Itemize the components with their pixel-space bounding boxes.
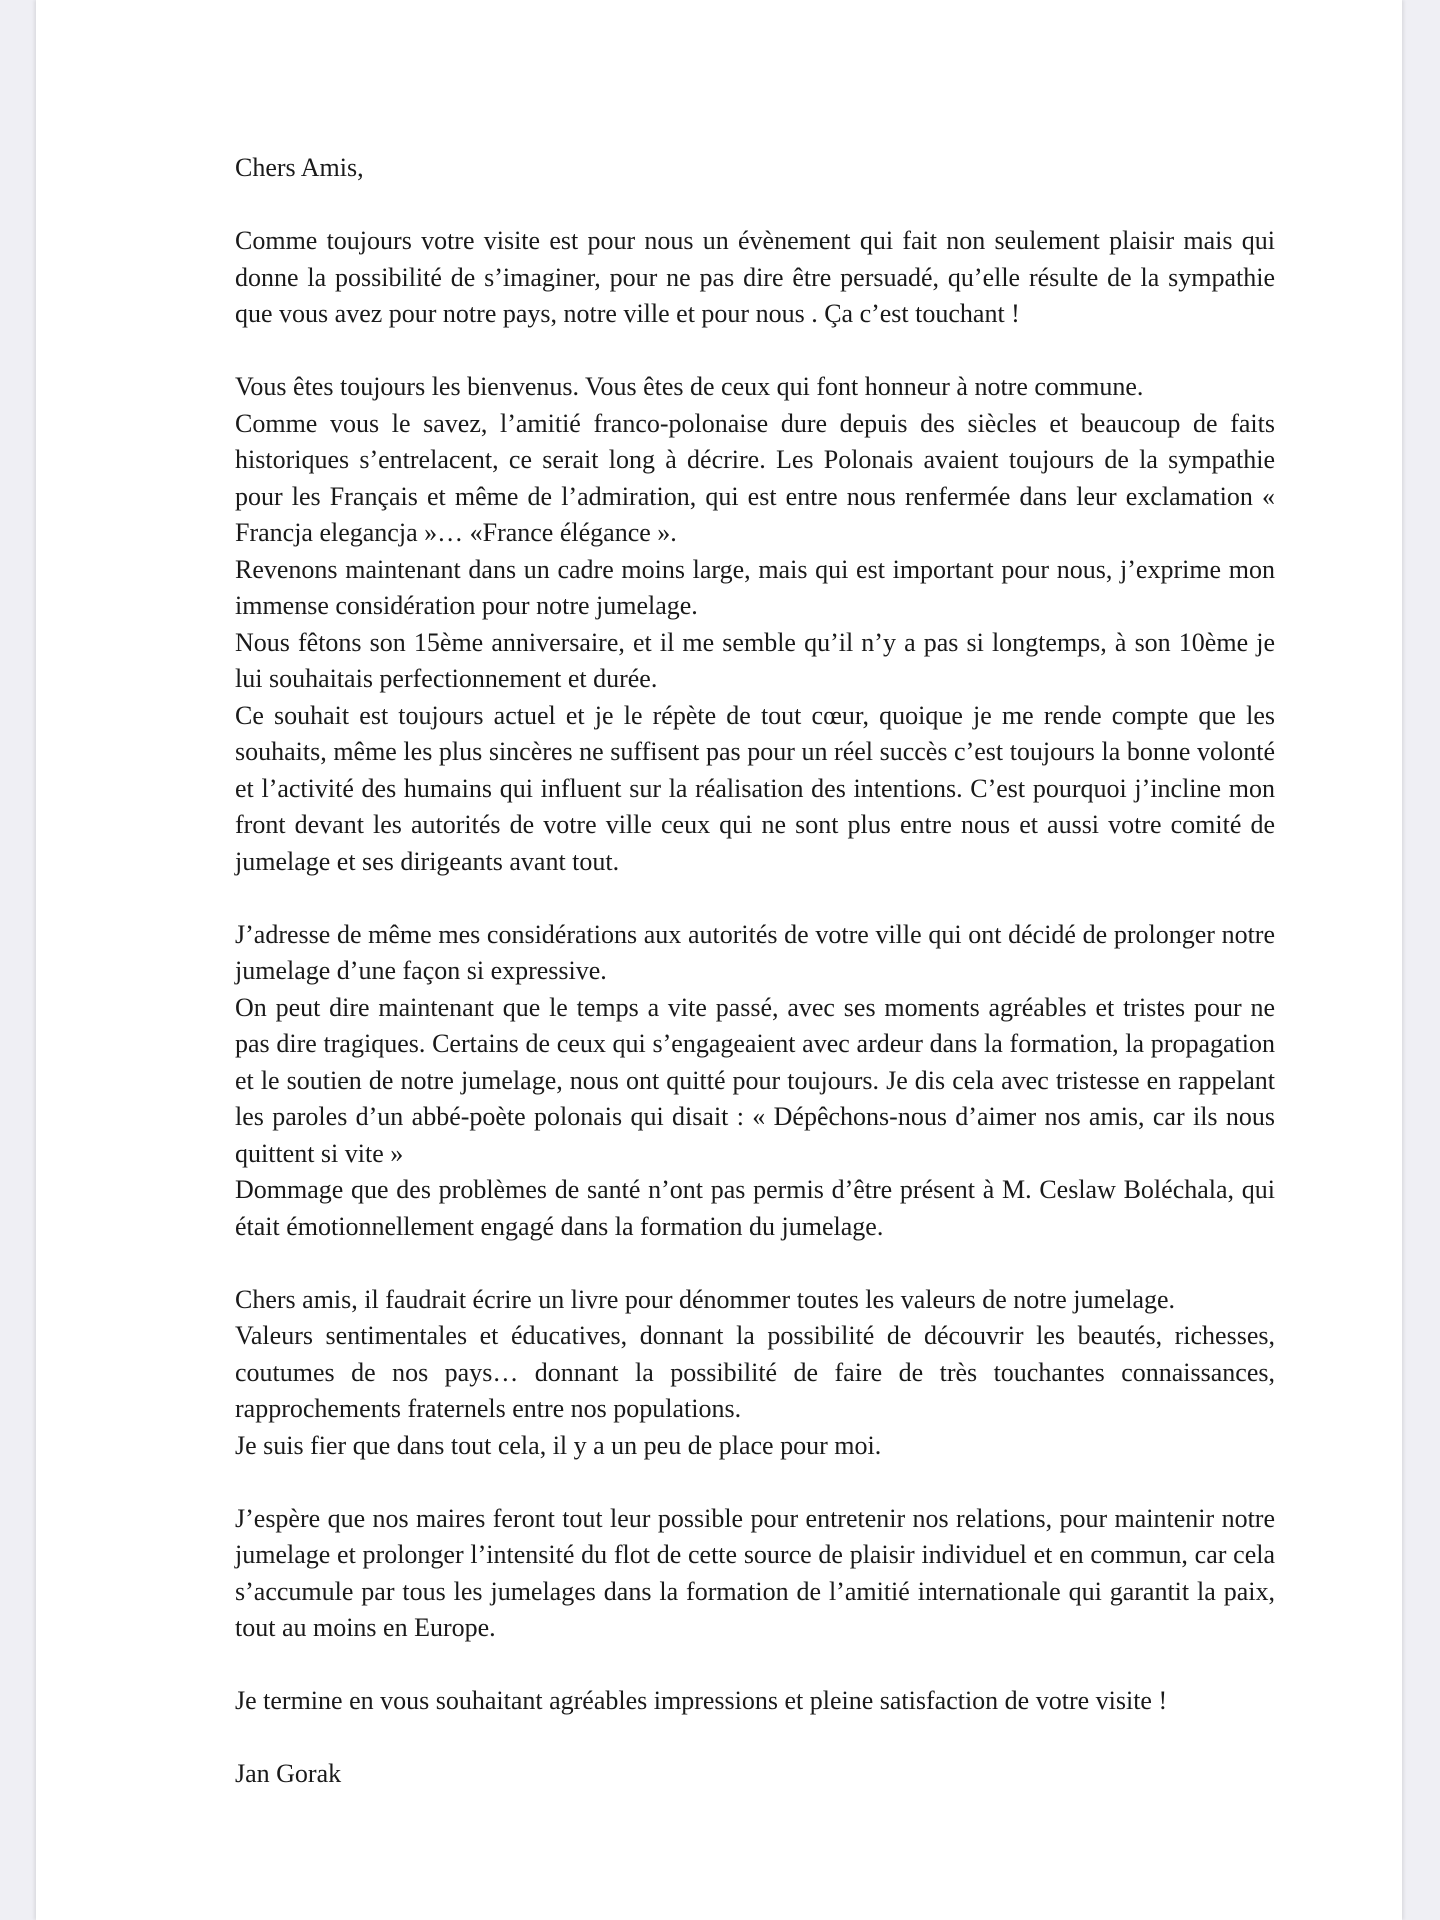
signature: Jan Gorak [235,1759,342,1788]
closing-line: Je termine en vous souhaitant agréables impressions et pleine satisfaction de votre visite ! [235,1686,1168,1715]
letter-body [235,150,1275,1793]
paragraph: Nous fêtons son 15ème anniversaire, et il me semble qu’il n’y a pas si longtemps, à son 10ème je lui souhaitais perfectionnement et durée. [235,627,1275,693]
paragraph: Dommage que des problèmes de santé n’ont pas permis d’être présent à M. Ceslaw Boléchala, qui était émotionnellement engagé dans la formation du jumelage. [235,1175,1275,1241]
paragraph: On peut dire maintenant que le temps a vite passé, avec ses moments agréables et tristes pour ne pas dire tragiques. Certains de ceux qui s’engageaient avec ardeur dans la formation, la propagation et le soutien de notre jumelage, nous ont quitté pour toujours. Je dis cela avec tristesse en rappelant les paroles d’un abbé-poète polonais qui disait : « Dépêchons-nous d’aimer nos amis, car ils nous quittent si vite » [235,992,1275,1168]
paragraph: Ce souhait est toujours actuel et je le répète de tout cœur, quoique je me rende compte que les souhaits, même les plus sincères ne suffisent pas pour un réel succès c’est toujours la bonne volonté et l’activité des humains qui influent sur la réalisation des intentions. C’est pourquoi j’incline mon front devant les autorités de votre ville ceux qui ne sont plus entre nous et aussi votre comité de jumelage et ses dirigeants avant tout. [235,700,1275,876]
paragraph: J’espère que nos maires feront tout leur possible pour entretenir nos relations, pour maintenir notre jumelage et prolonger l’intensité du flot de cette source de plaisir individuel et en commun, car cela s’accumule par tous les jumelages dans la formation de l’amitié internationale qui garantit la paix, tout au moins en Europe. [235,1503,1275,1642]
paragraph: Chers amis, il faudrait écrire un livre pour dénommer toutes les valeurs de notre jumelage. [235,1284,1176,1314]
document-page [36,0,1402,1920]
salutation: Chers Amis, [235,153,364,182]
paragraph: Je suis fier que dans tout cela, il y a un peu de place pour moi. [235,1430,882,1460]
paragraph: Comme toujours votre visite est pour nous un évènement qui fait non seulement plaisir mais qui donne la possibilité de s’imaginer, pour ne pas dire être persuadé, qu’elle résulte de la sympathie que vous avez pour notre pays, notre ville et pour nous . Ça c’est touchant ! [235,226,1275,328]
paragraph: Comme vous le savez, l’amitié franco-polonaise dure depuis des siècles et beaucoup de faits historiques s’entrelacent, ce serait long à décrire. Les Polonais avaient toujours de la sympathie pour les Français et même de l’admiration, qui est entre nous renfermée dans leur exclamation « Francja elegancja »… «France élégance ». [235,408,1275,547]
paragraph: J’adresse de même mes considérations aux autorités de votre ville qui ont décidé de prolonger notre jumelage d’une façon si expressive. [235,919,1275,985]
paragraph: Vous êtes toujours les bienvenus. Vous êtes de ceux qui font honneur à notre commune. [235,372,1144,401]
paragraph: Valeurs sentimentales et éducatives, donnant la possibilité de découvrir les beautés, richesses, coutumes de nos pays… donnant la possibilité de faire de très touchantes connaissances, rapprochements fraternels entre nos populations. [235,1321,1275,1423]
paragraph: Revenons maintenant dans un cadre moins large, mais qui est important pour nous, j’exprime mon immense considération pour notre jumelage. [235,554,1275,620]
